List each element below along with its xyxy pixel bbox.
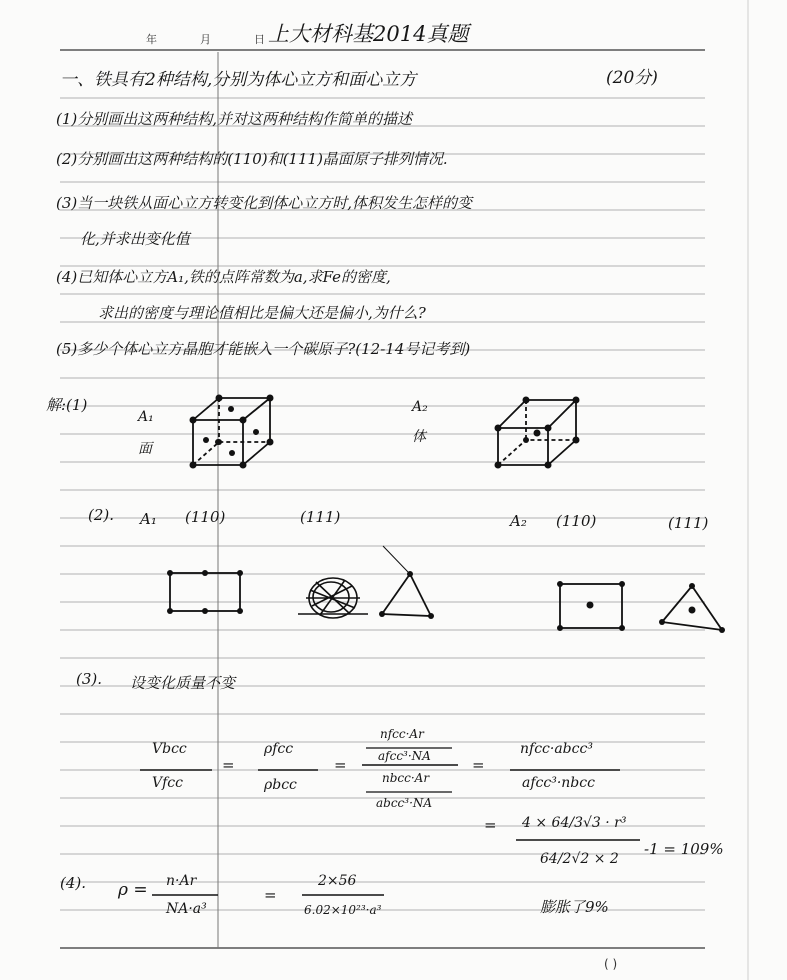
question-stem: 一、铁具有2种结构,分别为体心立方和面心立方: [60, 70, 417, 90]
answer-a2-type: 体: [412, 429, 426, 445]
eq4-den: NA·a³: [166, 901, 207, 917]
question-1: (1)分别画出这两种结构,并对这两种结构作简单的描述: [56, 110, 413, 128]
eq3-m-num2: afcc³·NA: [378, 749, 431, 763]
question-2: (2)分别画出这两种结构的(110)和(111)晶面原子排列情况.: [56, 150, 448, 168]
eq3-r-num: nfcc·abcc³: [520, 741, 593, 757]
eq4-num2: 2×56: [318, 873, 357, 889]
answer-a1-type: 面: [138, 441, 152, 457]
part-2-a1-110: (110): [185, 508, 226, 526]
eq4-den2: 6.02×10²³·a³: [304, 903, 382, 917]
question-4-line-1: (4)已知体心立方A₁,铁的点阵常数为a,求Fe的密度,: [56, 268, 391, 286]
header-day: 日: [254, 33, 265, 46]
header-year: 年: [146, 33, 157, 46]
eq3-v-num: Vbcc: [152, 741, 187, 757]
fcc-111-scribble: [298, 578, 368, 618]
eq3-calc-den: 64/2√2 × 2: [540, 851, 619, 867]
eq3-calc-num: 4 × 64/3√3 · r³: [522, 815, 627, 831]
notebook-page: 年 月 日 上大材科基2014真题 一、铁具有2种结构,分别为体心立方和面心立方 (20分) (1)分别画出这两种结构,并对这两种结构作简单的描述 (2)分别画出这两种结构的(110)和(111)晶面原子排列情况. (3)当一块铁从面心立方转变化到体心立方时,体积发生怎样的变 化,并求出变化值 (4)已知体心立方A₁,铁的点阵常数为a,求Fe的密度, 求出的密度与理论值相比是偏大还是偏小,为什么? (5)多少个体心立方晶胞才能嵌入一个碳原子?(12-14号记考到) 解:(1) A₁ 面 A₂ 体 (2). A₁ (110) (111) A₂ (110) (111) (3). 设变化质量不变 Vbcc Vfcc = ρfcc ρbcc = nfcc·Ar afcc³·NA nbcc·Ar abcc³·NA = nfcc·abcc³ afcc³·nbcc = 4 × 64/3√3 · r³ 64/2√2 × 2 -1 = 109% 膨胀了9% (4). ρ = n·Ar NA·a³ = 2×56 6.02×10²³·a³ ( ): [0, 0, 787, 980]
part-2-label: (2).: [88, 506, 115, 524]
header-month: 月: [200, 33, 211, 46]
eq3-m-den2: abcc³·NA: [376, 796, 433, 810]
question-score: (20分): [606, 68, 658, 88]
bcc-atoms: [495, 397, 580, 469]
eq3-v-den: Vfcc: [152, 775, 183, 791]
part-2-a2: A₂: [510, 512, 527, 530]
part-2-a1-111: (111): [300, 508, 341, 526]
part-2-a2-111: (111): [668, 514, 709, 532]
eq3-result: -1 = 109%: [644, 840, 724, 858]
part-2-a1: A₁: [140, 510, 157, 528]
fcc-110-plane: [170, 573, 240, 611]
eq3-m-den: nbcc·Ar: [382, 771, 430, 785]
page-number: ( ): [604, 957, 618, 971]
answer-label: 解:(1): [46, 396, 88, 414]
part-2-a2-110: (110): [556, 512, 597, 530]
question-3-line-2: 化,并求出变化值: [80, 230, 190, 248]
eq3-r-den: afcc³·nbcc: [522, 775, 595, 791]
eq3-rho-num: ρfcc: [264, 741, 294, 757]
eq3-note: 膨胀了9%: [540, 898, 609, 916]
answer-a2-label: A₂: [412, 399, 428, 415]
page-title: 上大材科基2014真题: [268, 22, 469, 46]
part-3-text: 设变化质量不变: [130, 674, 236, 692]
eq4-lhs: ρ =: [118, 880, 148, 900]
answer-a1-label: A₁: [138, 409, 154, 425]
part-3-label: (3).: [76, 670, 103, 688]
eq3-rho-den: ρbcc: [264, 777, 297, 793]
question-4-line-2: 求出的密度与理论值相比是偏大还是偏小,为什么?: [98, 304, 426, 322]
question-5: (5)多少个体心立方晶胞才能嵌入一个碳原子?(12-14号记考到): [56, 340, 471, 358]
eq4-equals: =: [264, 886, 277, 904]
eq4-num: n·Ar: [166, 873, 197, 889]
part-4-label: (4).: [60, 874, 87, 892]
eq3-m-num: nfcc·Ar: [380, 727, 424, 741]
question-3-line-1: (3)当一块铁从面心立方转变化到体心立方时,体积发生怎样的变: [56, 194, 473, 212]
fcc-111-triangle: [382, 546, 431, 616]
